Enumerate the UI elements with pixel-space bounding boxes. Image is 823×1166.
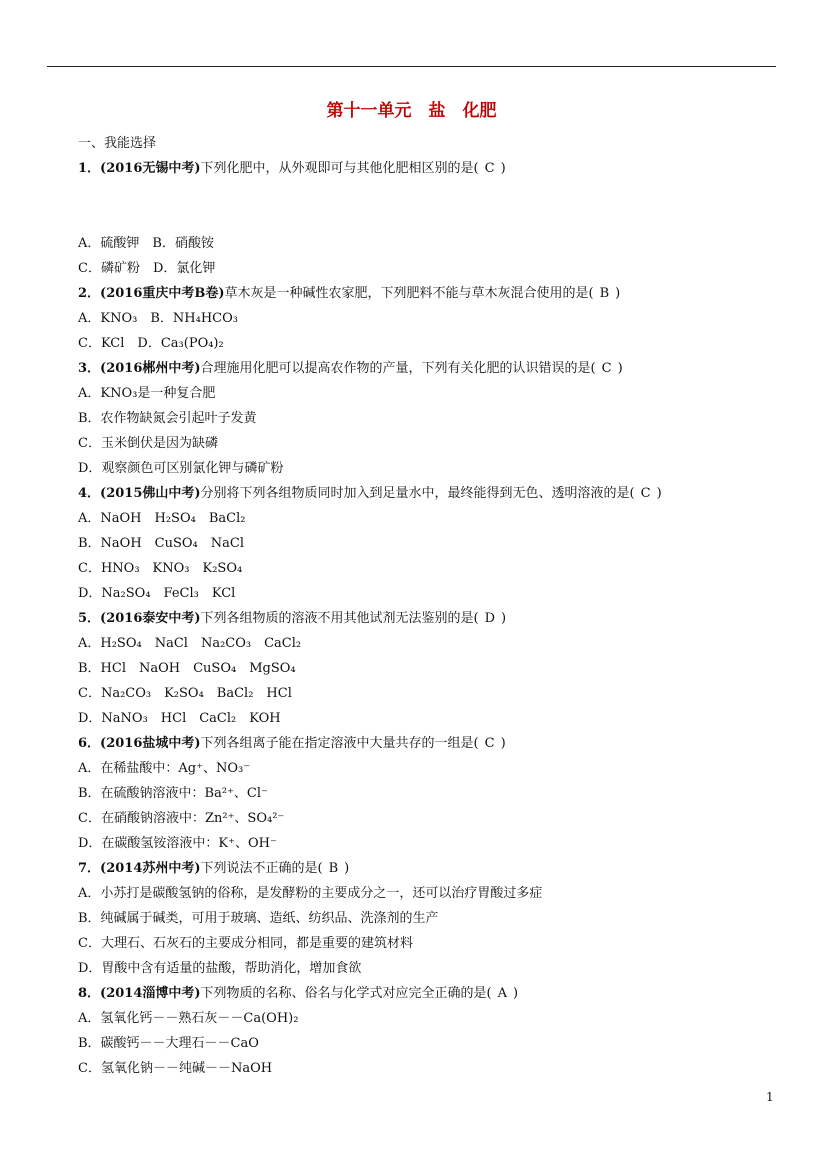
answer: B: [599, 286, 610, 301]
option-d: D．观察颜色可区别氯化钾与磷矿粉: [78, 461, 284, 476]
question-source: (2016泰安中考): [100, 611, 201, 626]
option-a: A．H₂SO₄ NaCl Na₂CO₃ CaCl₂: [78, 636, 302, 651]
option-c: C．氢氧化钠－－纯碱－－NaOH: [78, 1061, 273, 1076]
question-text: 下列化肥中，从外观即可与其他化肥相区别的是(: [200, 161, 479, 176]
question-text: 下列各组物质的溶液不用其他试剂无法鉴别的是(: [200, 611, 479, 626]
question-number: 3．: [78, 361, 101, 376]
question-6: 6．(2016盐城中考)下列各组离子能在指定溶液中大量共存的一组是( C ): [78, 736, 506, 751]
section-heading: 一、我能选择: [78, 136, 157, 151]
question-3: 3．(2016郴州中考)合理施用化肥可以提高农作物的产量，下列有关化肥的认识错误的是( C ): [78, 361, 623, 376]
option-d: D．在碳酸氢铵溶液中：K⁺、OH⁻: [78, 836, 277, 851]
option-b: B．纯碱属于碱类，可用于玻璃、造纸、纺织品、洗涤剂的生产: [78, 911, 439, 926]
option-c: C．大理石、石灰石的主要成分相同，都是重要的建筑材料: [78, 936, 413, 951]
answer: D: [484, 611, 496, 626]
question-number: 6．: [78, 736, 101, 751]
question-source: (2014淄博中考): [100, 986, 201, 1001]
question-text: 草木灰是一种碱性农家肥，下列肥料不能与草木灰混合使用的是(: [224, 286, 594, 301]
question-number: 1．: [78, 161, 101, 176]
answer: B: [328, 861, 339, 876]
option-c: C．Na₂CO₃ K₂SO₄ BaCl₂ HCl: [78, 686, 292, 701]
option-a: A．KNO₃是一种复合肥: [78, 386, 216, 401]
option-c: C．在硝酸钠溶液中：Zn²⁺、SO₄²⁻: [78, 811, 285, 826]
question-number: 5．: [78, 611, 101, 626]
question-4: 4．(2015佛山中考)分别将下列各组物质同时加入到足量水中，最终能得到无色、透明溶液的是( C ): [78, 486, 662, 501]
option-d: D．NaNO₃ HCl CaCl₂ KOH: [78, 711, 281, 726]
answer: A: [497, 986, 507, 1001]
option-b: B．NaOH CuSO₄ NaCl: [78, 536, 244, 551]
header-rule: [47, 66, 776, 67]
question-text: 下列各组离子能在指定溶液中大量共存的一组是(: [200, 736, 479, 751]
option-c: C．HNO₃ KNO₃ K₂SO₄: [78, 561, 243, 576]
answer: C: [484, 161, 495, 176]
question-number: 7．: [78, 861, 101, 876]
option-b: B．农作物缺氮会引起叶子发黄: [78, 411, 257, 426]
answer: C: [601, 361, 612, 376]
question-source: (2015佛山中考): [100, 486, 201, 501]
question-source: (2016郴州中考): [100, 361, 201, 376]
answer: C: [484, 736, 495, 751]
question-text: 下列说法不正确的是(: [200, 861, 323, 876]
question-source: (2016重庆中考B卷): [100, 286, 225, 301]
question-number: 4．: [78, 486, 101, 501]
question-text: 分别将下列各组物质同时加入到足量水中，最终能得到无色、透明溶液的是(: [200, 486, 635, 501]
question-source: (2016盐城中考): [100, 736, 201, 751]
option-a: A．氢氧化钙－－熟石灰－－Ca(OH)₂: [78, 1011, 299, 1026]
option-line: C．KCl D．Ca₃(PO₄)₂: [78, 336, 224, 351]
option-a: A．小苏打是碳酸氢钠的俗称，是发酵粉的主要成分之一，还可以治疗胃酸过多症: [78, 886, 543, 901]
option-line: A．KNO₃ B．NH₄HCO₃: [78, 311, 238, 326]
question-text: 合理施用化肥可以提高农作物的产量，下列有关化肥的认识错误的是(: [200, 361, 596, 376]
question-text: 下列物质的名称、俗名与化学式对应完全正确的是(: [200, 986, 492, 1001]
page-title: 第十一单元 盐 化肥: [326, 101, 497, 121]
option-d: D．Na₂SO₄ FeCl₃ KCl: [78, 586, 236, 601]
question-number: 2．: [78, 286, 101, 301]
page-number: 1: [766, 1090, 774, 1104]
option-c: C．玉米倒伏是因为缺磷: [78, 436, 218, 451]
question-number: 8．: [78, 986, 101, 1001]
question-2: 2．(2016重庆中考B卷)草木灰是一种碱性农家肥，下列肥料不能与草木灰混合使用的是( B ): [78, 286, 621, 301]
option-d: D．胃酸中含有适量的盐酸，帮助消化，增加食欲: [78, 961, 362, 976]
option-line: A．硫酸钾 B．硝酸铵: [78, 236, 214, 251]
option-b: B．在硫酸钠溶液中：Ba²⁺、Cl⁻: [78, 786, 268, 801]
question-5: 5．(2016泰安中考)下列各组物质的溶液不用其他试剂无法鉴别的是( D ): [78, 611, 507, 626]
option-a: A．NaOH H₂SO₄ BaCl₂: [78, 511, 246, 526]
option-line: C．磷矿粉 D．氯化钾: [78, 261, 216, 276]
option-b: B．碳酸钙－－大理石－－CaO: [78, 1036, 259, 1051]
option-b: B．HCl NaOH CuSO₄ MgSO₄: [78, 661, 296, 676]
question-source: (2014苏州中考): [100, 861, 201, 876]
answer: C: [640, 486, 651, 501]
question-8: 8．(2014淄博中考)下列物质的名称、俗名与化学式对应完全正确的是( A ): [78, 986, 519, 1001]
question-7: 7．(2014苏州中考)下列说法不正确的是( B ): [78, 861, 350, 876]
question-1: 1．(2016无锡中考)下列化肥中，从外观即可与其他化肥相区别的是( C ): [78, 161, 506, 176]
question-source: (2016无锡中考): [100, 161, 201, 176]
option-a: A．在稀盐酸中：Ag⁺、NO₃⁻: [78, 761, 251, 776]
